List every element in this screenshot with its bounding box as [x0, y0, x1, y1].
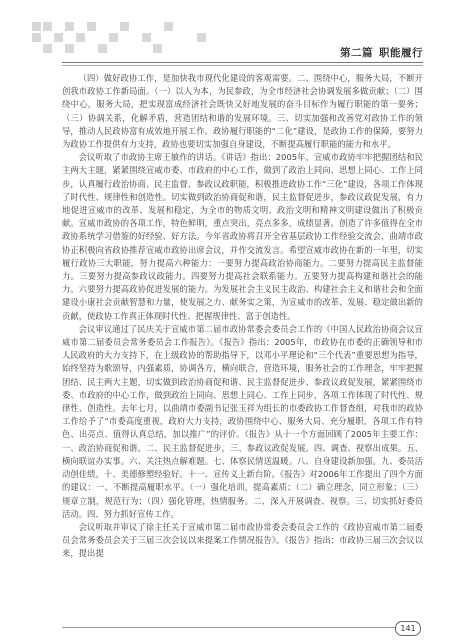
footer-rule: [62, 627, 395, 628]
decorative-square: [32, 22, 41, 31]
decorative-square: [197, 33, 206, 42]
running-header: [340, 44, 423, 60]
decorative-square: [164, 22, 173, 31]
decorative-square: [87, 22, 96, 31]
decorative-square: [43, 44, 52, 53]
header-rule-thin: [62, 65, 423, 66]
chapter-title: 职能履行: [379, 46, 423, 59]
decorative-square: [109, 33, 118, 42]
decorative-square: [65, 44, 74, 53]
paragraph-4: 会议听取并审议了徐主任关于宣威市第二届市政协常委会委员会工作的《政协宣威市第二届委员会常务委员会关于三届三次会议以来提案工作情况报告》。《报告》指出：市政协三届三次会议以来，提出提: [62, 521, 423, 559]
decorative-square: [76, 33, 85, 42]
decorative-square: [98, 44, 107, 53]
decorative-square: [54, 33, 63, 42]
decorative-square: [142, 33, 151, 42]
decorative-square: [65, 22, 74, 31]
body-text: [62, 72, 423, 561]
header-rule: [62, 62, 423, 63]
paragraph-1: （四）做好政协工作，是加快我市现代化建设的客观需要。二、围绕中心，服务大局，不断开创我市政协工作新局面。（一）以人为本，为民参政，为全市经济社会协调发展多做贡献；（二）围绕中心，服务大局，把实现富成经济社会既快又好地发展的奋斗目标作为履行职能的第一要务；（三）协调关系，化解矛盾，营造团结和谐的发展环境。三、切实加强和改善党对政协工作的领导，推动人民政协富有成效地开展工作。政协履行职能的“二化”建设，是政协工作的保障，要努力为政协工作提供有力支持，政协也要切实加强自身建设，不断提高履行职能的能力和水平。: [62, 73, 423, 150]
page-number: 141: [395, 621, 421, 636]
decorative-square: [153, 44, 162, 53]
decorative-square: [32, 33, 41, 42]
paragraph-2: 会议听取了市政协主席王敏作的讲话。《讲话》指出：2005年，宣威市政协牢牢把握团结和民主两大主题，紧紧围绕宣威市委、市政府的中心工作，做到了政治上同向、思想上同心、工作上同步，认真履行政治协商、民主监督、参政议政职能，积极推进政协工作“三化”建设，各项工作体现了时代性、规律性和创造性。切实做到政治协商促和谐，民主监督促进步，参政议政促发展，有力地促进宣威市的改革、发展和稳定，为全市的物质文明、政治文明和精神文明建设做出了积极贡献。宣威市政协的各项工作，特色鲜明，重点突出，亮点多多，成绩显著。创造了许多值得在全市政协系统学习借鉴的好经验、好方法。今年省政协将召开全省基层政协工作经验交流会，曲靖市政协正积极向省政协推荐宣威市政协出席会议，并作交流发言。希望宣威市政协在新的一年里，切实履行政协三大职能，努力提高六种能力：一要努力提高政治协商能力。二要努力提高民主监督能力。三要努力提高参政议政能力。四要努力提高社会联系能力。五要努力提高构建和谐社会的能力。六要努力提高政协促进发展的能力。为发展社会主义民主政治、构建社会主义和谐社会和全面建设小康社会贡献智慧和力量，使发展之力、献务实之策，为宣威市的改革、发展、稳定做出新的贡献，使政协工作真正体现时代性、把握规律性、富于创造性。: [62, 152, 423, 321]
decorative-square: [120, 22, 129, 31]
decorative-square-pattern: [32, 22, 222, 62]
chapter-label: 第二篇: [340, 46, 373, 59]
paragraph-3: 会议审议通过了民庆关于宣威市第二届市政协常委会委员会工作的《中国人民政治协商会议宣威市第二届委员会常务委员会工作报告》。《报告》指出：2005年，市政协在市委的正确领导和市人民政府的大力支持下，在上级政协的帮助指导下，以邓小平理论和“三个代表”重要思想为指导，始终坚持为歌颂导，内强素质，协调各方，横向联合，营造环境，服务社会的工作理念，牢牢把握团结、民主两大主题，切实做到政治协商促和谐、民主监督促进步、参政议政促发展，紧紧围绕市委、市政府的中心工作，做到政治上同向、思想上同心、工作上同步，各项工作体现了时代性、规律性、创造性。去年七月，以曲靖市委副书记张玉祥为组长的市委政协工作督查组，对我市的政协工作给予了“市委高度重视，政府大力支持，政协围绕中心、服务大局、充分履职，各项工作有特色、出亮点、值得认真总结，加以推广”的评价。《报告》从十一个方面回顾了2005年主要工作：一、政治协商促和谐。二、民主监督促进步。三、参政议政促发展。四、调查、视察出成果。五、横向联谊办实事。六、关注热点解难题。七、体察民情送温暖。八、自身建设新加强。九、委员活动创佳绩。十、美德修塑经验好。十一、宣传义上新台阶。《报告》对2006年工作提出了四个方面的建议：一、不断提高履职水平。（一）强化培训，提高素质；（二）确立理念，同立形象；（三）规章立制，规范行为；（四）强化管理，热情服务。二、深入开展调查、视察。三、切实抓好委员活动。四、努力抓好宣传工作。: [62, 323, 423, 519]
decorative-square: [43, 22, 52, 31]
